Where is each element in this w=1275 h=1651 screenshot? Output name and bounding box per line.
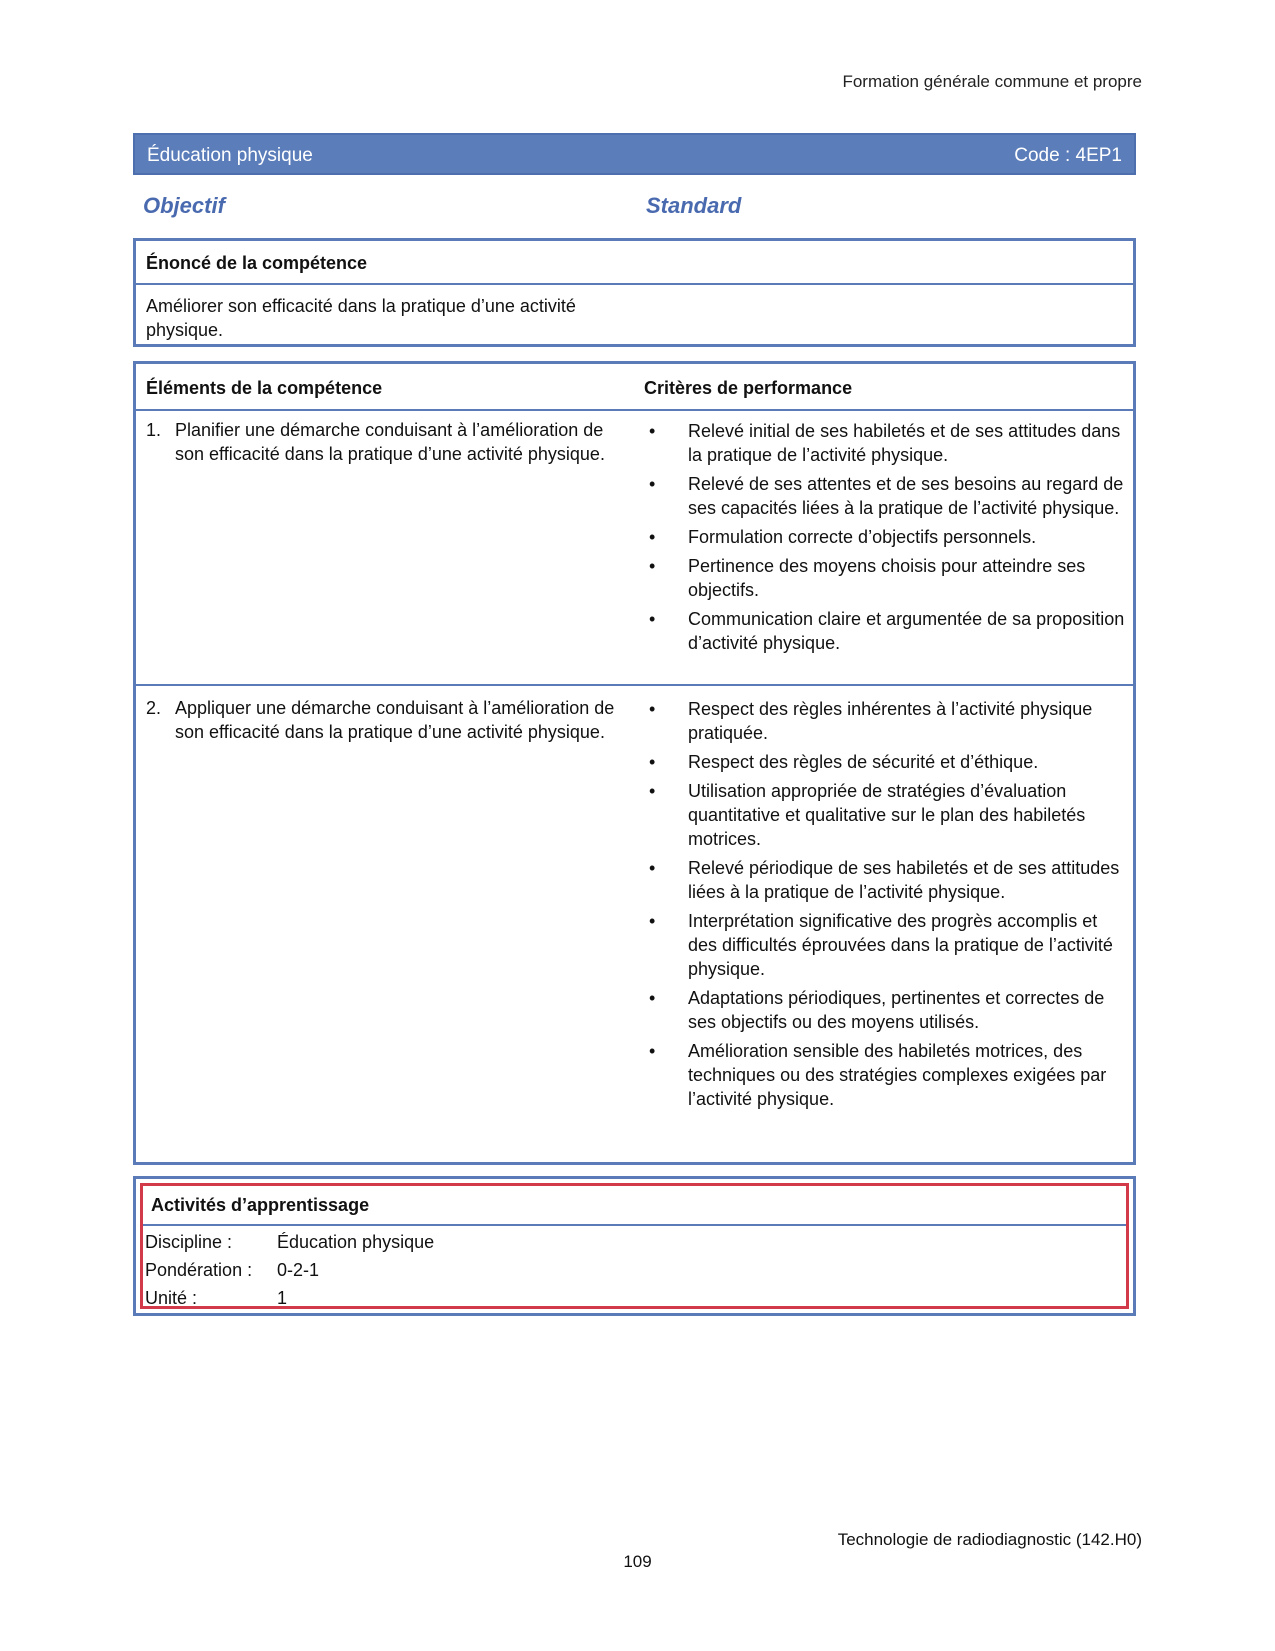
title-band bbox=[133, 133, 1136, 175]
criterion: • Utilisation appropriée de stratégies d’évaluation quantitative et qualitative sur le plan des habiletés motrices. bbox=[649, 781, 1086, 849]
element-text: Planifier une démarche conduisant à l’amélioration de son efficacité dans la pratique d’une activité physique. bbox=[175, 420, 605, 464]
bullet-icon: • bbox=[649, 858, 656, 878]
bullet-icon: • bbox=[649, 474, 656, 494]
bullet-icon: • bbox=[649, 699, 656, 719]
course-title: Éducation physique bbox=[147, 145, 313, 166]
unite-value: 1 bbox=[277, 1288, 288, 1308]
criteria-heading: Critères de performance bbox=[644, 378, 853, 398]
bullet-icon: • bbox=[649, 988, 656, 1008]
enonce-heading: Énoncé de la compétence bbox=[136, 241, 1133, 285]
criteria-list-2 bbox=[646, 697, 1126, 1116]
criterion: • Formulation correcte d’objectifs personnels. bbox=[649, 527, 1037, 547]
criterion: • Respect des règles inhérentes à l’activité physique pratiquée. bbox=[649, 699, 1093, 743]
standard-label: Standard bbox=[646, 193, 742, 218]
elements-table-header bbox=[136, 364, 1133, 411]
enonce-box bbox=[133, 238, 1136, 347]
ponderation-value: 0-2-1 bbox=[277, 1260, 320, 1280]
bullet-icon: • bbox=[649, 421, 656, 441]
criterion: • Relevé de ses attentes et de ses besoins au regard de ses capacités liées à la pratique de l’activité physique. bbox=[649, 474, 1124, 518]
running-head: Formation générale commune et propre bbox=[842, 72, 1142, 91]
criterion: • Respect des règles de sécurité et d’éthique. bbox=[649, 752, 1039, 772]
enonce-text: Améliorer son efficacité dans la pratique d’une activité physique. bbox=[146, 296, 576, 340]
criterion: • Adaptations périodiques, pertinentes et correctes de ses objectifs ou des moyens utilisés. bbox=[649, 988, 1105, 1032]
bullet-icon: • bbox=[649, 781, 656, 801]
unite-label: Unité : bbox=[145, 1288, 198, 1308]
bullet-icon: • bbox=[649, 527, 656, 547]
course-code: Code : 4EP1 bbox=[1014, 145, 1122, 166]
criterion: • Communication claire et argumentée de sa proposition d’activité physique. bbox=[649, 609, 1125, 653]
element-text: Appliquer une démarche conduisant à l’amélioration de son efficacité dans la pratique d’une activité physique. bbox=[175, 698, 615, 742]
discipline-label: Discipline : bbox=[145, 1232, 233, 1252]
activites-heading: Activités d’apprentissage bbox=[143, 1186, 1126, 1226]
bullet-icon: • bbox=[649, 911, 656, 931]
ponderation-label: Pondération : bbox=[145, 1260, 253, 1280]
bullet-icon: • bbox=[649, 1041, 656, 1061]
criterion: • Amélioration sensible des habiletés motrices, des techniques ou des stratégies complexes exigées par l’activité physique. bbox=[649, 1041, 1107, 1109]
elements-table bbox=[133, 361, 1136, 1165]
element-number: 2. bbox=[146, 698, 162, 718]
footer-program: Technologie de radiodiagnostic (142.H0) bbox=[837, 1530, 1142, 1549]
criterion: • Relevé périodique de ses habiletés et de ses attitudes liées à la pratique de l’activité physique. bbox=[649, 858, 1120, 902]
page-number: 109 bbox=[623, 1552, 652, 1571]
bullet-icon: • bbox=[649, 752, 656, 772]
bullet-icon: • bbox=[649, 609, 656, 629]
criterion: • Relevé initial de ses habiletés et de ses attitudes dans la pratique de l’activité physique. bbox=[649, 421, 1121, 465]
criterion: • Interprétation significative des progrès accomplis et des difficultés éprouvées dans la pratique de l’activité physique. bbox=[649, 911, 1113, 979]
row-divider bbox=[136, 684, 1133, 686]
bullet-icon: • bbox=[649, 556, 656, 576]
criterion: • Pertinence des moyens choisis pour atteindre ses objectifs. bbox=[649, 556, 1086, 600]
element-number: 1. bbox=[146, 420, 162, 440]
objective-label: Objectif bbox=[143, 193, 225, 218]
elements-heading: Éléments de la compétence bbox=[146, 378, 383, 398]
criteria-list-1 bbox=[646, 419, 1126, 660]
discipline-value: Éducation physique bbox=[277, 1232, 435, 1252]
